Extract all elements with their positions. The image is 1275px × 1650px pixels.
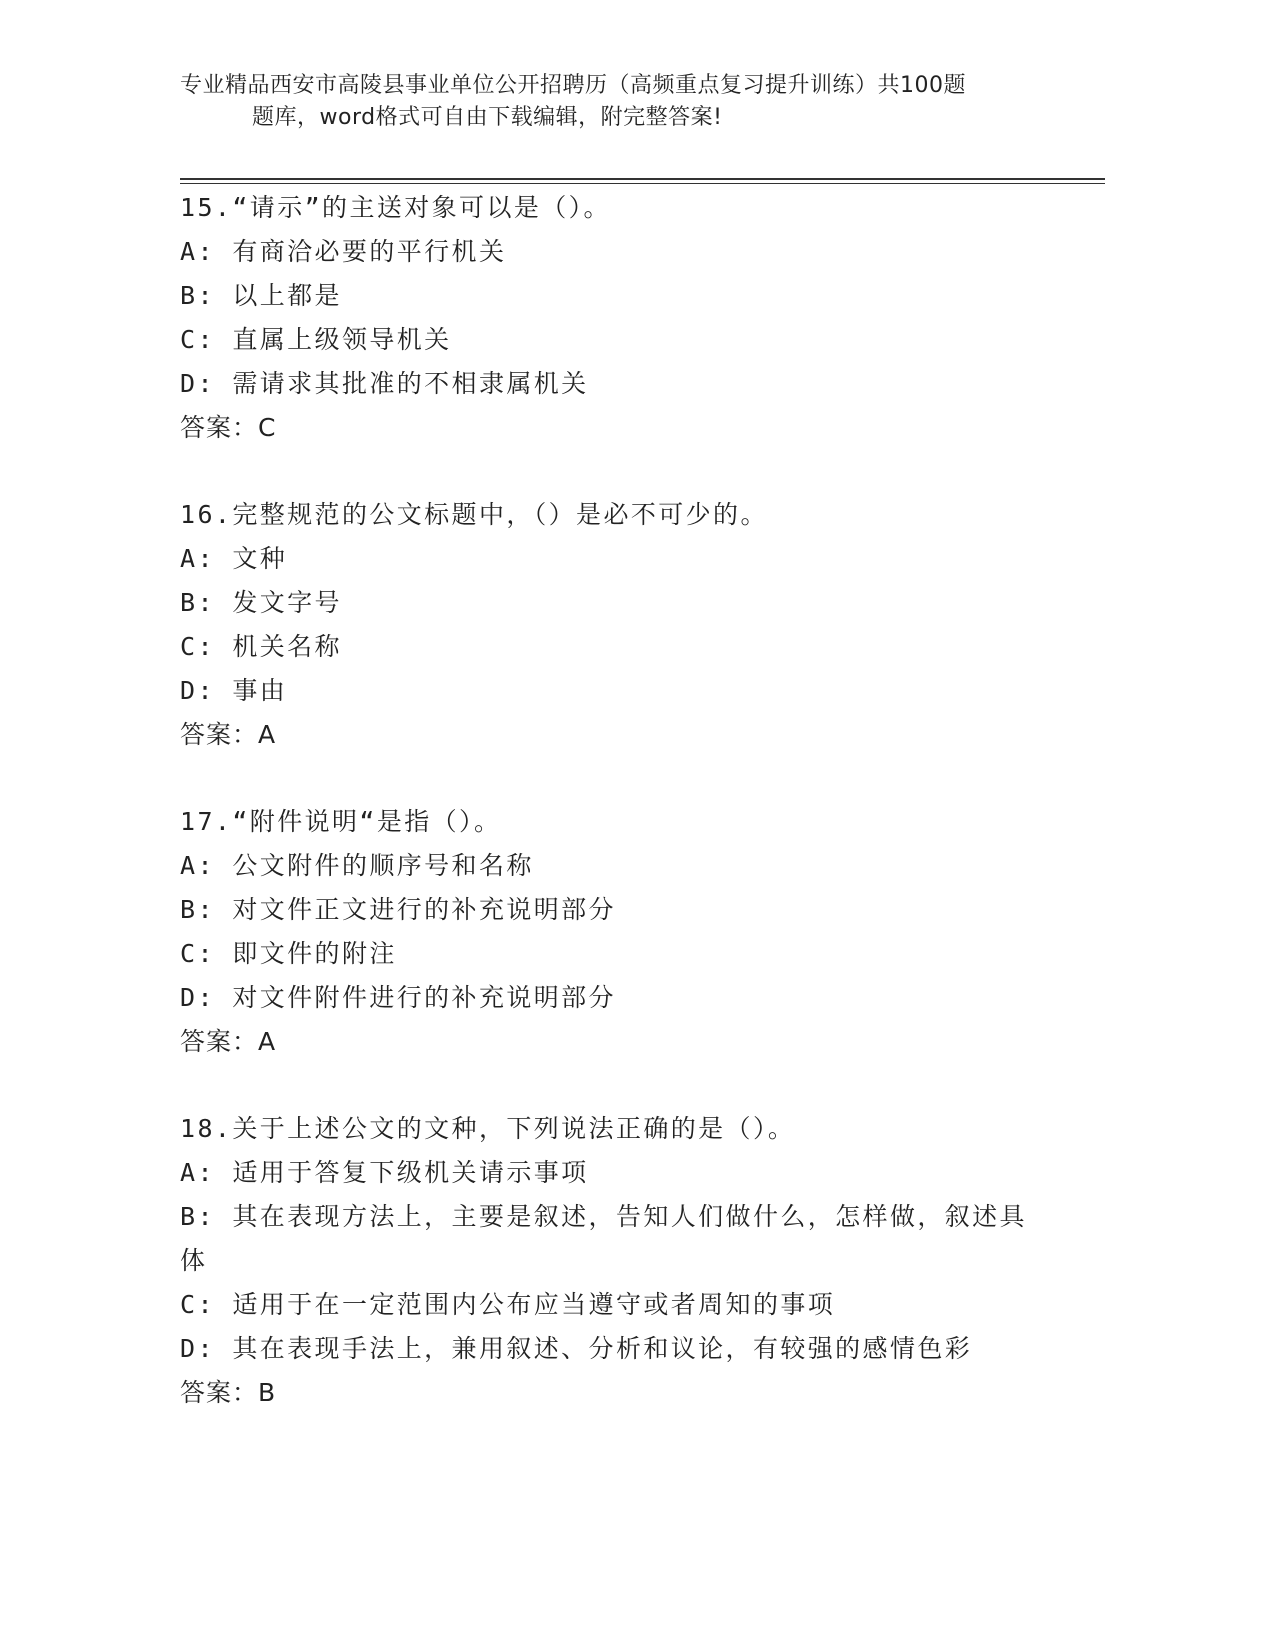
- option-c: C: 即文件的附注: [180, 939, 397, 968]
- question-stem: 18.关于上述公文的文种，下列说法正确的是（）。: [180, 1114, 796, 1143]
- header-divider-thin: [180, 183, 1105, 184]
- question-stem: 16.完整规范的公文标题中，（）是必不可少的。: [180, 500, 768, 529]
- option-b: B: 以上都是: [180, 281, 342, 310]
- option-a: A: 公文附件的顺序号和名称: [180, 851, 534, 880]
- question-16: [180, 493, 1040, 757]
- option-a: A: 适用于答复下级机关请示事项: [180, 1158, 589, 1187]
- answer-line: 答案：A: [180, 1027, 277, 1056]
- question-list: [180, 186, 1040, 1458]
- option-a: A: 文种: [180, 544, 288, 573]
- option-c: C: 机关名称: [180, 632, 342, 661]
- option-b: B: 发文字号: [180, 588, 342, 617]
- question-stem: 17.“附件说明“是指（）。: [180, 807, 502, 836]
- question-18: [180, 1107, 1040, 1415]
- answer-line: 答案：A: [180, 720, 277, 749]
- header-divider-thick: [180, 178, 1105, 180]
- option-c: C: 直属上级领导机关: [180, 325, 452, 354]
- question-stem: 15.“请示”的主送对象可以是（）。: [180, 193, 611, 222]
- option-d: D: 事由: [180, 676, 288, 705]
- option-d: D: 对文件附件进行的补充说明部分: [180, 983, 616, 1012]
- option-d: D: 其在表现手法上，兼用叙述、分析和议论，有较强的感情色彩: [180, 1334, 973, 1363]
- answer-line: 答案：B: [180, 1378, 277, 1407]
- option-d: D: 需请求其批准的不相隶属机关: [180, 369, 589, 398]
- option-c: C: 适用于在一定范围内公布应当遵守或者周知的事项: [180, 1290, 836, 1319]
- option-b: B: 其在表现方法上，主要是叙述，告知人们做什么，怎样做，叙述具体: [180, 1202, 1027, 1275]
- document-header: [180, 70, 1080, 134]
- header-title-line-1: 专业精品西安市高陵县事业单位公开招聘历（高频重点复习提升训练）共100题: [180, 73, 966, 98]
- option-a: A: 有商洽必要的平行机关: [180, 237, 507, 266]
- header-title-line-2: 题库，word格式可自由下载编辑，附完整答案!: [252, 105, 723, 130]
- option-b: B: 对文件正文进行的补充说明部分: [180, 895, 616, 924]
- question-17: [180, 800, 1040, 1064]
- question-15: [180, 186, 1040, 450]
- answer-line: 答案：C: [180, 413, 277, 442]
